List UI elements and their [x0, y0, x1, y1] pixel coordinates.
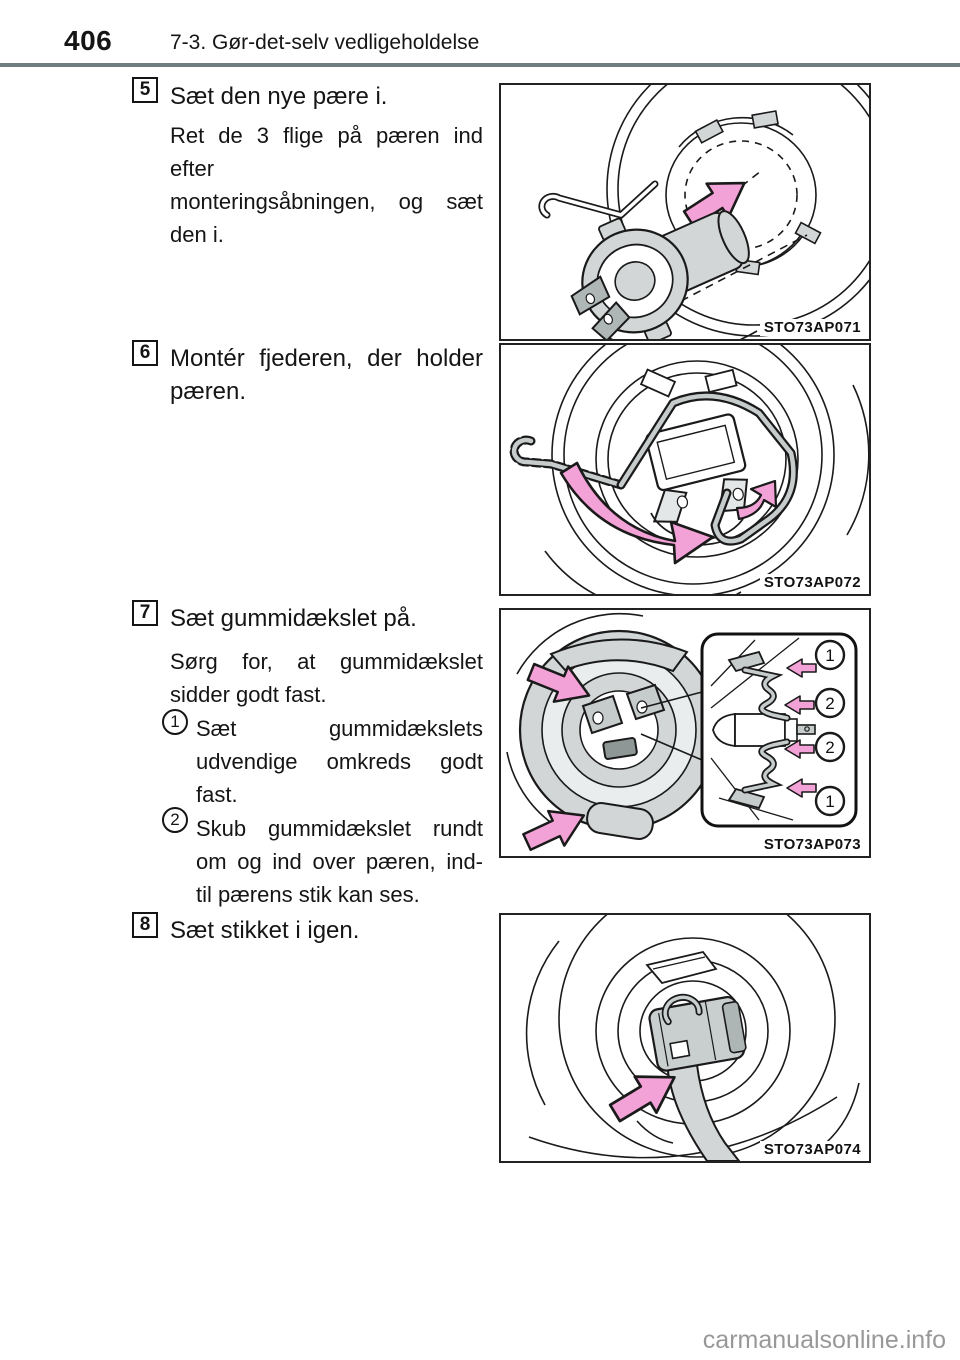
figure-label: STO73AP073: [760, 836, 861, 853]
substep-1-circle: [162, 709, 188, 735]
connector-block: [647, 988, 748, 1072]
substep-1-number: 1: [170, 712, 180, 731]
header-rule: [0, 63, 960, 67]
callout-1b: 1: [825, 792, 835, 811]
step-5-body: [170, 119, 483, 251]
headlight-bulb-insert-illustration: [501, 85, 869, 339]
substep-2-circle: [162, 807, 188, 833]
step-8-title: Sæt stikket i igen.: [170, 917, 360, 944]
step-6-number-box: [132, 340, 158, 366]
body-line: Sæt gummidækslets: [196, 716, 483, 741]
body-line: fast.: [196, 782, 238, 807]
body-line: Sørg for, at gummidækslet: [170, 649, 483, 674]
body-line: udvendige omkreds godt: [196, 749, 483, 774]
chapter-heading: 7-3. Gør-det-selv vedligeholdelse: [170, 31, 480, 54]
figure-sto73ap072: [499, 343, 871, 596]
step-7-number: 7: [139, 602, 151, 623]
figure-label: STO73AP071: [760, 319, 861, 336]
figure-sto73ap073: [499, 608, 871, 858]
body-line: monteringsåbningen, og sæt: [170, 189, 483, 214]
wiring-cable: [667, 1063, 739, 1161]
retainer-spring-illustration: [501, 345, 869, 594]
substep-1-text: [196, 712, 483, 811]
rubber-cover-illustration: [501, 610, 869, 856]
body-line: Skub gummidækslet rundt: [196, 816, 483, 841]
step-7-body: [170, 645, 483, 711]
step-7-number-box: [132, 600, 158, 626]
step-6-number: 6: [139, 342, 151, 363]
step-5-number-box: [132, 77, 158, 103]
connector-plug-illustration: [501, 915, 869, 1161]
retainer-spring-wire: [542, 184, 655, 215]
callout-2: 2: [825, 694, 835, 713]
body-line: Ret de 3 flige på pæren ind efter: [170, 123, 483, 181]
substep-2-number: 2: [170, 810, 180, 829]
step-8-number-box: [132, 912, 158, 938]
callout-2b: 2: [825, 738, 835, 757]
cross-section-inset: [702, 634, 856, 826]
body-line: den i.: [170, 222, 224, 247]
step-7-title: Sæt gummidækslet på.: [170, 605, 417, 632]
rubber-cover: [520, 631, 718, 841]
figure-sto73ap074: [499, 913, 871, 1163]
callout-1: 1: [825, 646, 835, 665]
body-line: til pærens stik kan ses.: [196, 882, 420, 907]
figure-label: STO73AP074: [760, 1141, 861, 1158]
step-6-title: [170, 342, 483, 408]
body-line: om og ind over pæren, ind-: [196, 849, 483, 874]
figure-sto73ap071: [499, 83, 871, 341]
step-5-title: Sæt den nye pære i.: [170, 83, 388, 110]
watermark: carmanualsonline.info: [702, 1326, 946, 1354]
body-line: sidder godt fast.: [170, 682, 327, 707]
page-number: 406: [64, 25, 113, 56]
title-line: pæren.: [170, 378, 247, 405]
step-5-number: 5: [139, 79, 151, 100]
title-line: Montér fjederen, der holder: [170, 345, 483, 372]
figure-label: STO73AP072: [760, 574, 861, 591]
step-8-number: 8: [139, 914, 151, 935]
substep-2-text: [196, 812, 483, 911]
